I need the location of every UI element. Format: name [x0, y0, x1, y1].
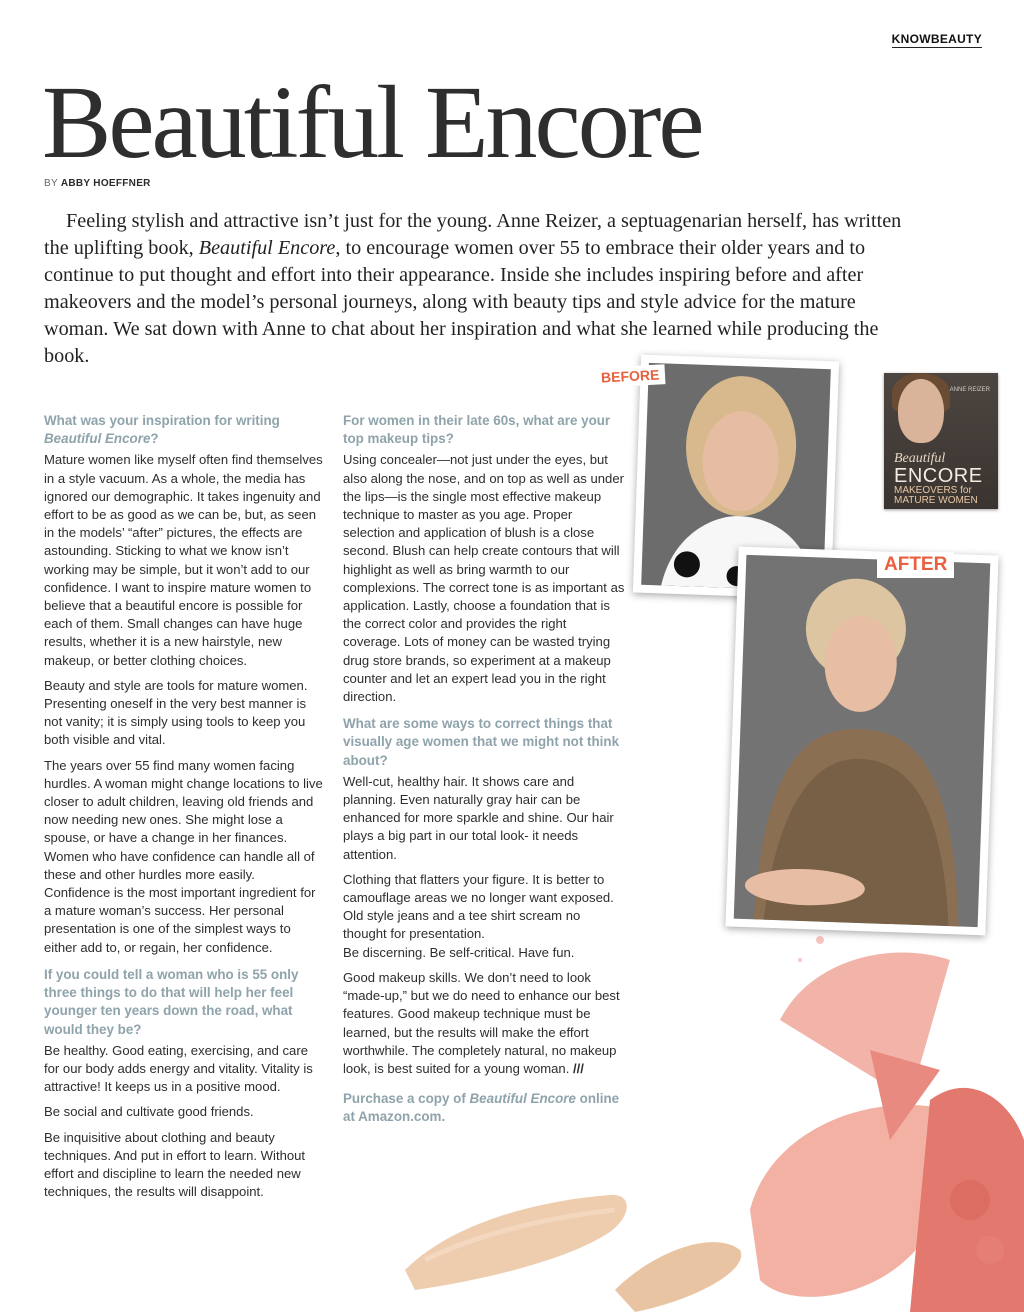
book-cover-title-line2: ENCORE [894, 465, 983, 487]
article-title: Beautiful Encore [42, 65, 702, 180]
blush-compact [730, 900, 1024, 1312]
after-photo [725, 547, 998, 936]
book-cover-author: ANNE REIZER [949, 387, 990, 393]
book-cover-face [898, 379, 944, 443]
purchase-note-end: online at Amazon.com. [343, 1091, 620, 1125]
question-1-text: What was your inspiration for writing [44, 413, 280, 428]
question-1-end: ? [150, 431, 159, 447]
section-tag [892, 32, 982, 48]
question-4: What are some ways to correct things that visually age women that we might not think about? [343, 716, 620, 768]
question-1 [44, 412, 324, 448]
answer-2-paragraph-3: Be inquisitive about clothing and beauty techniques. And put in effort to learn. Without effort and discipline to learn the needed new techniques, the results will disappoint. [44, 1129, 306, 1200]
end-mark: /// [573, 1060, 584, 1076]
answer-1-paragraph-1: Mature women like myself often find themselves in a style vacuum. As a whole, the media has ignored our demographic. It takes ingenuity and effort to be as good as we can be, but, as seen in the models’ “after” pictures, the effects are astounding. Sticking to what we know isn’t working may be simple, but it won’t add to our confidence. I want to inspire mature women to believe that a beautiful encore is possible for each of them. Small changes can have huge results, whether it is a new hairstyle, new makeup, or better clothing choices. [44, 452, 323, 668]
question-3: For women in their late 60s, what are your top makeup tips? [343, 413, 611, 447]
byline [44, 178, 151, 189]
answer-4-paragraph-1: Well-cut, healthy hair. It shows care and planning. Even naturally gray hair can be enhanced for more sparkle and shine. Our hair plays a big part in our total look- it needs attention. [343, 773, 614, 862]
after-portrait-icon [734, 555, 991, 927]
question-1-book-title: Beautiful Encore [44, 431, 151, 447]
after-label: AFTER [877, 552, 954, 578]
book-cover-image [884, 373, 998, 509]
answer-1-paragraph-2: Beauty and style are tools for mature women. Presenting oneself in the very best manner is not vanity; it is simply using tools to keep you both visible and vital. [44, 677, 308, 748]
intro-paragraph: Feeling stylish and attractive isn’t just for the young. Anne Reizer, a septuagenarian herself, has written the uplifting book, Beautiful Encore, to encourage women over 55 to embrace their older years and to continue to put thought and effort into their appearance. Inside she includes inspiring before and after makeovers and the model’s personal journeys, along with beauty tips and style advice for the mature woman. We sat down with Anne to chat about her inspiration and what she learned while producing the book. [44, 210, 902, 367]
answer-4-paragraph-3: Be discerning. Be self-critical. Have fun. [343, 944, 575, 960]
purchase-note-start: Purchase a copy of [343, 1091, 470, 1107]
book-cover-title-line1: Beautiful [894, 451, 946, 466]
purchase-note-book-title: Beautiful Encore [469, 1091, 576, 1107]
answer-1-paragraph-3: The years over 55 find many women facing hurdles. A woman might change locations to live closer to adult children, leaving old friends and now needing new ones. She might lose a spouse, or have a change in her finances. Women who have confidence can handle all of these and other hurdles more easily. Confidence is the most important ingredient for a mature woman’s success. Her personal presentation is one of the simplest ways to either add to, or regain, her confidence. [44, 757, 323, 955]
section-tag-suffix: BEAUTY [930, 32, 982, 46]
answer-4-paragraph-4-text: Good makeup skills. We don’t need to look “made-up,” but we do need to enhance our best features. Good makeup technique must be learned, but the results will make the effort worthwhile. The completely natural, no makeup look, is best suited for a young woman. [343, 969, 620, 1076]
book-cover-subtitle: MAKEOVERS for MATURE WOMEN [894, 485, 978, 506]
section-tag-prefix: KNOW [891, 32, 931, 46]
answer-3: Using concealer—not just under the eyes, but also along the nose, and on top as well as under the lips—is the single most effective makeup technique to master as you age. Proper selection and application of blush is a close second. Blush can help create contours that will highlight as well as bring warmth to our complexions. The correct tone is as important as application. Lastly, choose a foundation that is the correct color and provides the right coverage. Lots of money can be wasted trying drug store brands, so experiment at a makeup counter and let an expert lead you in the right direction. [343, 452, 625, 705]
foundation-swatch [395, 1150, 755, 1312]
answer-2-paragraph-1: Be healthy. Good eating, exercising, and care for our body adds energy and vitality. Vitality is attractive! It keeps us in a positive mood. [44, 1042, 313, 1095]
byline-prefix: BY [44, 178, 58, 189]
intro-book-title: Beautiful Encore [198, 237, 336, 259]
column-middle [343, 412, 625, 1127]
question-2: If you could tell a woman who is 55 only three things to do that will help her feel younger ten years down the road, what would they be? [44, 966, 299, 1037]
answer-4-paragraph-4 [343, 969, 625, 1078]
answer-2-paragraph-2: Be social and cultivate good friends. [44, 1104, 254, 1120]
answer-4-paragraph-2: Clothing that flatters your figure. It is better to camouflage areas we no longer want exposed. Old style jeans and a tee shirt scream no thought for presentation. [343, 871, 614, 942]
column-left [44, 412, 324, 1208]
byline-author: ABBY HOEFFNER [60, 178, 151, 189]
purchase-note [343, 1090, 625, 1126]
after-photo-image [734, 555, 991, 927]
before-label: BEFORE [595, 364, 666, 388]
